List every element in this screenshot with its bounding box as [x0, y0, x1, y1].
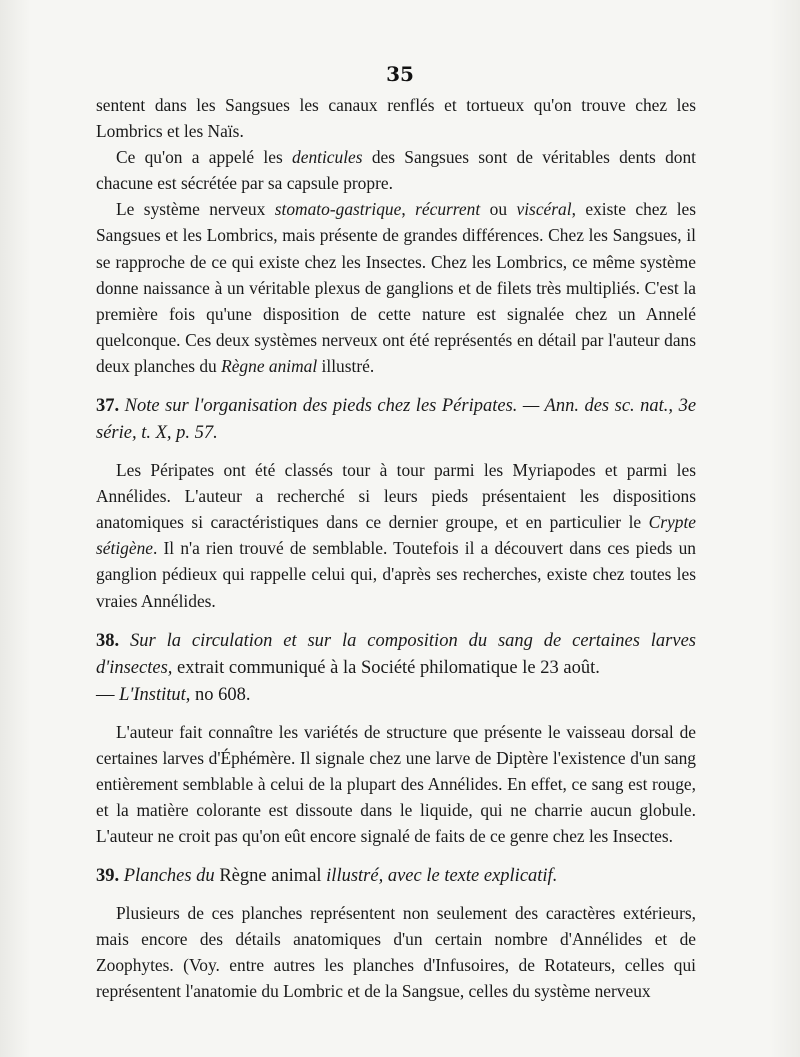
term-regne-animal: Règne animal	[221, 355, 318, 376]
paragraph-denticules: Ce qu'on a appelé les denticules des Sangsues sont de véritables dents dont chacune est sécrétée par sa capsule propre.	[96, 147, 697, 194]
page-number: 35	[386, 62, 414, 86]
entry-37-source: — Ann. des sc. nat., 3e série, t. X, p. 57.	[96, 396, 697, 444]
entry-37-heading	[96, 393, 696, 447]
term-recurrent: récurrent	[415, 199, 481, 220]
term-visceral: viscéral	[516, 199, 572, 220]
entry-37-title: Note sur l'organisation des pieds chez les Péripates.	[124, 396, 518, 417]
entry-38-title: Sur la circulation et sur la composition du sang de certaines larves d'insectes,	[96, 630, 697, 678]
entry-39-body: Plusieurs de ces planches représentent non seulement des caractères extérieurs, mais encore des détails anatomiques d'un certain nombre d'Annélides et de Zoophytes. (Voy. entre autres les planches d'Infusoires, de Rotateurs, celles qui représentent l'anatomie du Lombric et de la Sangsue, celles du système nerveux	[96, 903, 696, 1002]
entry-37-body: Les Péripates ont été classés tour à tour parmi les Myriapodes et parmi les Annélides. L'auteur a recherché si leurs pieds présentaient les dispositions anatomiques si caractéristiques dans ce dernier groupe, et en particulier le Crypte sétigène. Il n'a rien trouvé de semblable. Toutefois il a découvert dans ces pieds un ganglion pédieux qui rappelle celui qui, d'après ses recherches, existe chez toutes les vraies Annélides.	[96, 460, 696, 611]
paragraph-continuation: sentent dans les Sangsues les canaux renflés et tortueux qu'on trouve chez les Lombrics et les Naïs.	[96, 95, 696, 142]
term-crypte-setigene: Crypte sétigène	[96, 512, 696, 559]
term-denticules: denticules	[292, 147, 363, 168]
entry-38-source-number: , no 608.	[185, 684, 251, 705]
entry-38-extract-note: extrait communiqué à la Société philomatique le 23 août.	[172, 657, 600, 678]
page-content	[96, 92, 696, 1004]
entry-38-body: L'auteur fait connaître les variétés de structure que présente le vaisseau dorsal de certaines larves d'Éphémère. Il signale chez une larve de Diptère l'existence d'un sang entièrement semblable à celui de la plupart des Annélides. En effet, ce sang est rouge, et la matière colorante est dissoute dans le liquide, qui ne charrie aucun globule. L'auteur ne croit pas qu'on eût encore signalé de faits de ce genre chez les Insectes.	[96, 721, 696, 846]
entry-39-title-a: Planches du	[123, 866, 215, 887]
entry-38-number: 38.	[96, 630, 120, 651]
entry-38-heading: 38. Sur la circulation et sur la composition du sang de certaines larves d'insectes, extrait communiqué à la Société philomatique le 23 août. — L'Institut, no 608.	[96, 630, 697, 705]
paragraph-nervous-system: Le système nerveux stomato-gastrique, récurrent ou viscéral, existe chez les Sangsues et les Lombrics, mais présente de grandes différences. Chez les Sangsues, il se rapproche de ce qui existe chez les Insectes. Chez les Lombrics, ce même système donne naissance à un véritable plexus de ganglions et de filets très multipliés. C'est la première fois qu'une disposition de cette nature est signalée chez un Annelé quelconque. Ces deux systèmes nerveux ont été représentés en détail par l'auteur dans deux planches du Règne animal illustré.	[96, 199, 697, 376]
entry-39-number: 39.	[96, 866, 120, 887]
entry-39-heading	[96, 863, 696, 890]
entry-37-number: 37.	[96, 396, 120, 417]
term-stomato-gastrique: stomato-gastrique	[274, 199, 402, 220]
entry-39-title-b: illustré, avec le texte explicatif.	[326, 866, 558, 887]
entry-38-source-journal: L'Institut	[119, 684, 186, 705]
entry-39-title-regne: Règne animal	[214, 866, 327, 887]
